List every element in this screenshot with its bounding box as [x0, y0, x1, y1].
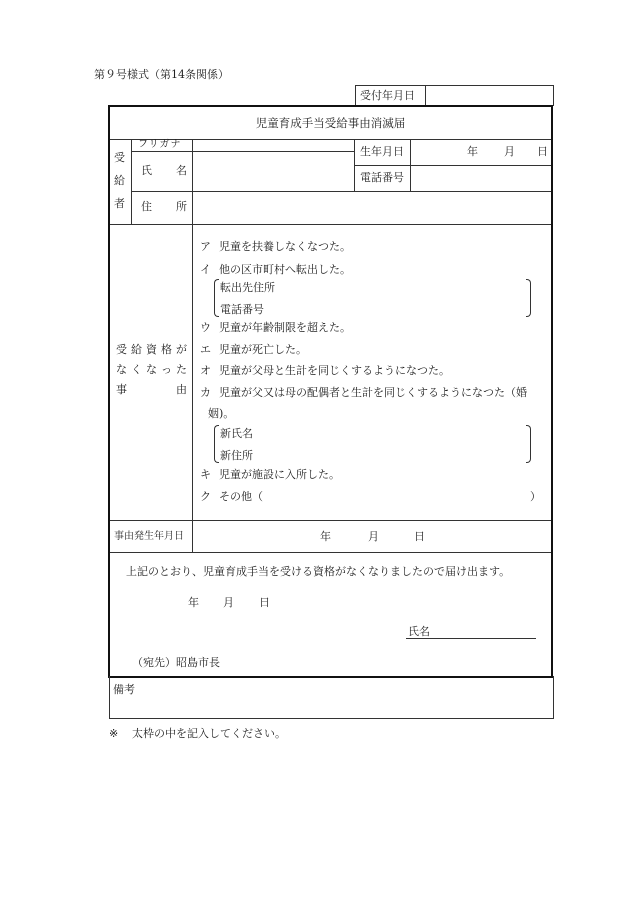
signature-field[interactable] — [432, 621, 536, 637]
declaration-year-unit: 年 — [188, 596, 199, 609]
signature-label: 氏名 — [408, 625, 430, 638]
reason-item-a[interactable]: ア 児童を扶養しなくなつた。 — [200, 240, 351, 253]
received-date-box — [355, 85, 554, 106]
birth-day-unit: 日 — [537, 145, 548, 158]
recipient-label-3: 者 — [114, 197, 125, 210]
received-date-field[interactable] — [428, 87, 550, 105]
remarks-label: 備考 — [113, 683, 135, 696]
name-label-1: 氏 — [141, 164, 152, 177]
reason-label-line-3: 事 由 — [116, 383, 187, 396]
reason-item-ku[interactable]: ク その他（ ） — [200, 490, 541, 503]
move-address-field[interactable] — [282, 279, 522, 296]
address-label-2: 所 — [176, 200, 187, 213]
reason-item-ka[interactable]: カ 児童が父又は母の配偶者と生計を同じくするようになつた（婚 姻)。 — [200, 386, 527, 420]
new-address-field[interactable] — [270, 446, 520, 463]
reason-label-line-2: な く な っ た — [116, 363, 187, 376]
other-reason-field[interactable] — [275, 489, 525, 505]
new-name-label: 新氏名 — [220, 427, 253, 440]
declaration-date-field[interactable] — [150, 593, 310, 613]
recipient-label-2: 給 — [114, 174, 125, 187]
birth-month-unit: 月 — [504, 145, 515, 158]
birth-year-unit: 年 — [467, 145, 478, 158]
occurrence-date-field[interactable] — [196, 523, 546, 549]
occurrence-year-unit: 年 — [320, 530, 331, 543]
address-label-1: 住 — [141, 200, 152, 213]
move-phone-field[interactable] — [282, 300, 522, 317]
phone-label: 電話番号 — [360, 171, 404, 184]
occurrence-day-unit: 日 — [414, 530, 425, 543]
received-date-label: 受付年月日 — [360, 89, 415, 102]
marriage-bracket-right — [526, 425, 531, 463]
reason-item-i[interactable]: イ 他の区市町村へ転出した。 — [200, 263, 351, 276]
footnote-mark: ※ — [109, 727, 119, 740]
form-main-frame — [108, 105, 553, 678]
new-name-field[interactable] — [270, 425, 520, 442]
marriage-bracket-left — [214, 425, 219, 463]
furigana-field[interactable] — [194, 140, 352, 150]
occurrence-month-unit: 月 — [368, 530, 379, 543]
remarks-box — [109, 676, 554, 719]
form-number: 第９号様式（第14条関係） — [94, 68, 229, 81]
reason-item-u[interactable]: ウ 児童が年齢制限を超えた。 — [200, 321, 351, 334]
reason-item-o[interactable]: オ 児童が父母と生計を同じくするようになつた。 — [200, 364, 450, 377]
birth-date-label: 生年月日 — [360, 145, 404, 158]
reason-item-e[interactable]: エ 児童が死亡した。 — [200, 343, 307, 356]
declaration-day-unit: 日 — [259, 596, 270, 609]
reason-label-line-1: 受 給 資 格 が — [116, 343, 187, 356]
move-bracket-right — [526, 279, 531, 317]
name-field[interactable] — [194, 153, 352, 189]
recipient-label-1: 受 — [114, 151, 125, 164]
move-address-label: 転出先住所 — [220, 281, 275, 294]
phone-field[interactable] — [412, 167, 548, 189]
occurrence-label: 事由発生年月日 — [114, 531, 184, 542]
declaration-month-unit: 月 — [223, 596, 234, 609]
name-label-2: 名 — [176, 164, 187, 177]
address-field[interactable] — [194, 193, 548, 222]
form-title: 児童育成手当受給事由消滅届 — [255, 116, 406, 130]
furigana-label: フリガナ — [138, 139, 182, 150]
new-address-label: 新住所 — [220, 449, 253, 462]
reason-item-ki[interactable]: キ 児童が施設に入所した。 — [200, 468, 340, 481]
remarks-field[interactable] — [146, 680, 546, 714]
footnote-text: 太枠の中を記入してください。 — [132, 727, 286, 740]
birth-date-field[interactable] — [412, 141, 548, 163]
declaration-text: 上記のとおり、児童育成手当を受ける資格がなくなりましたので届け出ます。 — [126, 565, 511, 578]
addressee: （宛先）昭島市長 — [132, 656, 220, 669]
move-phone-label: 電話番号 — [220, 303, 264, 316]
move-bracket-left — [214, 279, 219, 317]
